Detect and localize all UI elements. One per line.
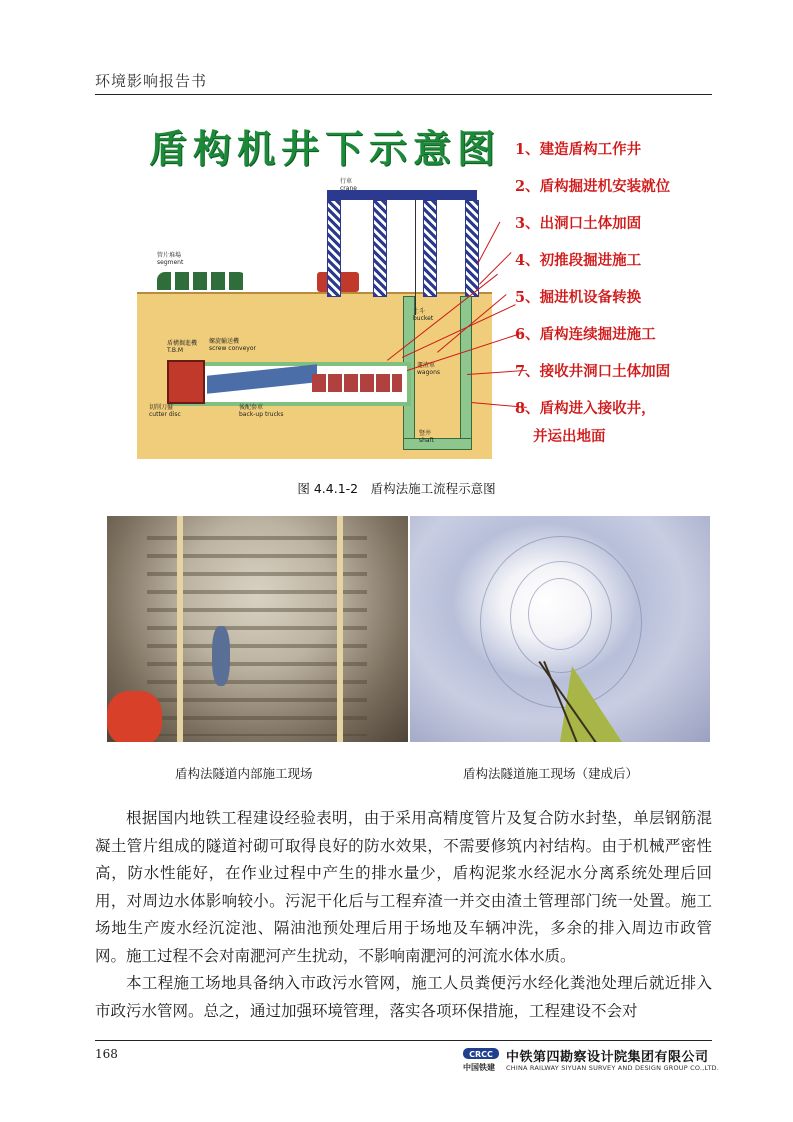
gantry-leg [373, 200, 387, 297]
diagram-title: 盾构机井下示意图 [149, 126, 502, 171]
label-shaft: 豎井 shaft [419, 430, 434, 444]
label-gantry: 行車 crane [340, 178, 357, 192]
step-item: 5、掘进机设备转换 [515, 289, 642, 306]
backup-trucks [312, 374, 402, 392]
worker-figure [212, 626, 230, 686]
gantry-leg [465, 200, 479, 297]
step-item: 2、盾构掘进机安装就位 [515, 178, 671, 195]
worker-figure [107, 691, 162, 742]
step-item: 4、初推段掘进施工 [515, 252, 642, 269]
shield-machine [167, 360, 205, 404]
logo-text: CRCC [469, 1050, 493, 1059]
shield-shaft-diagram [137, 112, 693, 457]
step-item-continued: 并运出地面 [533, 428, 606, 445]
label-wagons: 運渣車 wagons [417, 362, 440, 376]
shaft-floor [403, 438, 472, 450]
step-item: 7、接收井洞口土体加固 [515, 363, 671, 380]
leader-line [477, 222, 500, 265]
company-name-zh: 中铁第四勘察设计院集团有限公司 [506, 1050, 709, 1065]
shaft-wall-right [460, 296, 472, 448]
label-bucket: 土斗 bucket [413, 308, 434, 322]
leader-line [479, 252, 512, 285]
label-segments: 管片堆場 segment [157, 252, 184, 266]
step-item: 8、盾构进入接收井， [515, 400, 656, 417]
step-item: 1、建造盾构工作井 [515, 141, 642, 158]
footer-rule [95, 1040, 712, 1041]
label-screw: 螺旋輸送機 screw conveyor [209, 338, 256, 352]
hoist-cable [415, 200, 416, 315]
finished-tunnel-photo [410, 516, 710, 742]
crcc-logo-icon [463, 1046, 499, 1062]
scaffold-post [177, 516, 183, 742]
page-number: 168 [95, 1047, 118, 1061]
gantry-leg [423, 200, 437, 297]
tunnel-interior-photo [107, 516, 408, 742]
paragraph: 本工程施工场地具备纳入市政污水管网，施工人员粪便污水经化粪池处理后就近排入市政污水管网。总之，通过加强环境管理，落实各项环保措施，工程建设不会对 [95, 974, 712, 1020]
gantry-crane [327, 190, 477, 295]
tunnel-ring [528, 578, 592, 650]
figure-caption: 图 4.4.1-2 盾构法施工流程示意图 [297, 481, 496, 496]
brand-name: 中国铁建 [463, 1063, 495, 1072]
report-header-title: 环境影响报告书 [95, 72, 208, 90]
label-tbm: 盾構掘進機 T.B.M [167, 340, 198, 354]
step-item: 6、盾构连续掘进施工 [515, 326, 656, 343]
segment-stack [157, 272, 247, 290]
paragraph: 根据国内地铁工程建设经验表明，由于采用高精度管片及复合防水封垫，单层钢筋混凝土管片组成的隧道衬砌可取得良好的防水效果，不需要修筑内衬结构。由于机械严密性高，防水性能好，在作业过程中产生的排水量少，盾构泥浆水经泥水分离系统处理后回用，对周边水体影响较小。污泥干化后与工程弃渣一并交由渣土管理部门统一处置。施工场地生产废水经沉淀池、隔油池预处理后用于场地及车辆冲洗，多余的排入周边市政管网。施工过程不会对南淝河产生扰动，不影响南淝河的河流水体水质。 [95, 809, 712, 965]
company-name-en: CHINA RAILWAY SIYUAN SURVEY AND DESIGN GROUP CO.,LTD. [506, 1064, 719, 1072]
step-item: 3、出洞口土体加固 [515, 215, 642, 232]
gantry-leg [327, 200, 341, 297]
construction-steps [515, 140, 695, 464]
right-photo-caption: 盾构法隧道施工现场（建成后） [463, 766, 639, 781]
header-rule [95, 94, 712, 95]
body-text [95, 805, 712, 1025]
left-photo-caption: 盾构法隧道内部施工现场 [175, 766, 313, 781]
label-cutter: 切削刀盤 cutter disc [149, 404, 181, 418]
label-trucks: 後配套車 back-up trucks [239, 404, 284, 418]
scaffold-post [337, 516, 343, 742]
